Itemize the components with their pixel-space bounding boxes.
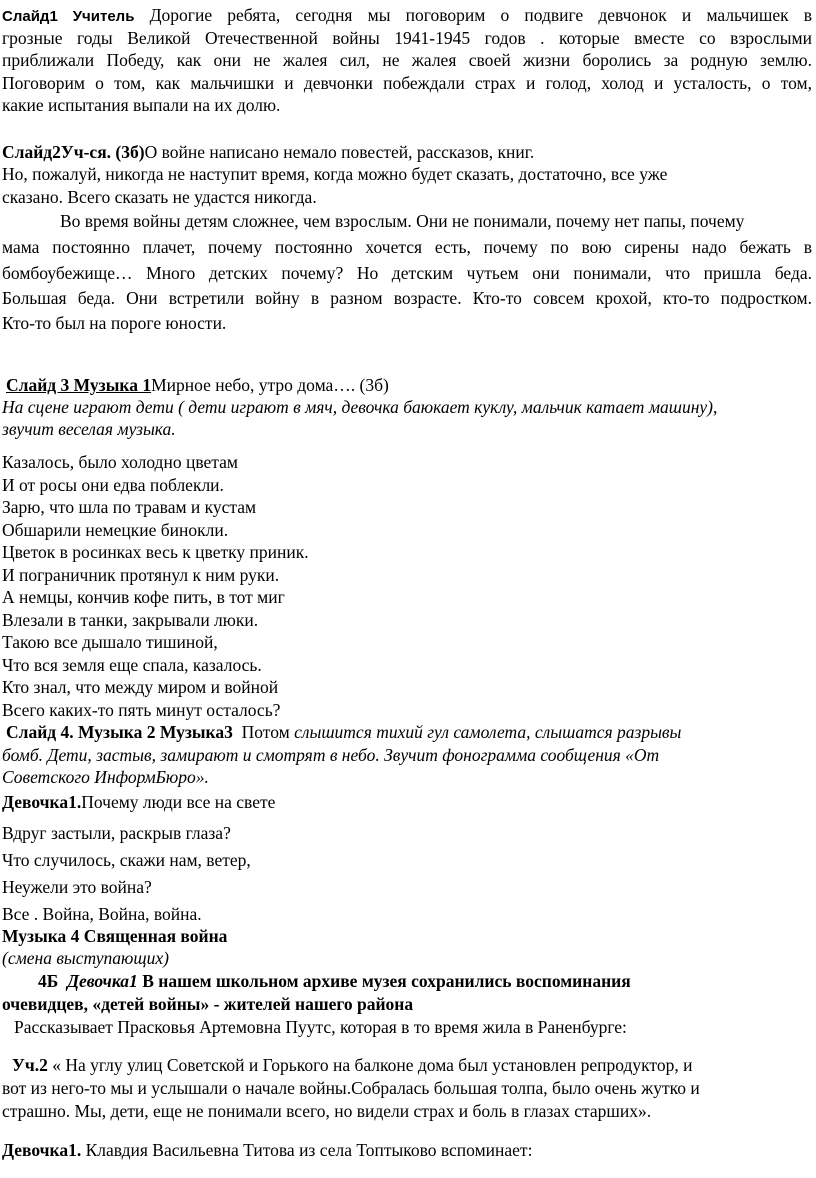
music4-line: Музыка 4 Священная война (2, 926, 228, 946)
poem-line-11: Кто знал, что между миром и войной (2, 677, 279, 697)
slide4b-heading-2: очевидцев, «детей войны» - жителей нашего района (2, 994, 414, 1014)
slide3-label: Слайд 3 Музыка 1 (6, 375, 152, 395)
girl1-last-label: Девочка1. (2, 1140, 82, 1160)
slide4-stage-3: Советского ИнформБюро». (2, 767, 209, 787)
poem-line-8: Влезали в танки, закрывали люки. (2, 610, 259, 630)
intro-text-1: Дорогие ребята, сегодня мы поговорим о подвиге девчонок и мальчишек в (149, 5, 813, 25)
slide2-label: Слайд2Уч-ся. (3б) (2, 142, 145, 162)
girl1-line-5: Все . Война, Война, война. (2, 904, 202, 924)
stud2-line-2: вот из него-то мы и услышали о начале войны.Собралась большая толпа, было очень жутко и (2, 1078, 700, 1098)
intro-speaker: Слайд1 Учитель (2, 8, 135, 25)
intro-line-3: приближали Победу, как они не жалея сил, не жалея своей жизни боролись за родную землю. (2, 50, 812, 70)
poem-line-10: Что вся земля еще спала, казалось. (2, 655, 262, 675)
poem-line-6: И пограничник протянул к ним руки. (2, 565, 280, 585)
slide4b-heading-text: В нашем школьном архиве музея сохранились воспоминания (142, 971, 631, 991)
slide4b-heading-1 (38, 971, 631, 993)
poem-line-5: Цветок в росинках весь к цветку приник. (2, 542, 309, 562)
slide2-para-4: Большая беда. Они встретили войну в разном возрасте. Кто-то совсем крохой, кто-то подростком. (2, 288, 812, 308)
girl1-line-2: Вдруг застыли, раскрыв глаза? (2, 823, 231, 843)
intro-line-4: Поговорим о том, как мальчишки и девчонки побеждали страх и голод, холод и усталость, о том, (2, 73, 812, 93)
stud2-text-1: « На углу улиц Советской и Горького на балконе дома был установлен репродуктор, и (52, 1055, 693, 1075)
slide2-line-3: сказано. Всего сказать не удастся никогда. (2, 187, 317, 207)
slide2-para-5: Кто-то был на пороге юности. (2, 313, 227, 333)
slide2-para-1: Во время войны детям сложнее, чем взрослым. Они не понимали, почему нет папы, почему (60, 211, 745, 231)
intro-line-1 (2, 5, 812, 27)
slide4b-num: 4Б (38, 971, 59, 991)
slide3-stage-1-comma: , (712, 397, 718, 417)
girl1-line-1 (2, 792, 275, 814)
slide3-heading (6, 375, 389, 397)
poem-line-4: Обшарили немецкие бинокли. (2, 520, 229, 540)
stud2-label: Уч.2 (12, 1055, 48, 1075)
girl1-first: Почему люди все на свете (81, 792, 276, 812)
slide3-stage-2: звучит веселая музыка. (2, 419, 176, 439)
slide2-line-2: Но, пожалуй, никогда не наступит время, когда можно будет сказать, достаточно, все уже (2, 164, 668, 184)
intro-line-2: грозные годы Великой Отечественной войны 1941-1945 годов . которые вместе со взрослыми (2, 28, 812, 48)
poem-line-1: Казалось, было холодно цветам (2, 452, 238, 472)
girl1-last-line (2, 1140, 532, 1162)
intro-line-5: какие испытания выпали на их долю. (2, 95, 281, 115)
stud2-line-3: страшно. Мы, дети, еще не понимали всего, но видели страх и боль в глазах старших». (2, 1101, 652, 1121)
poem-line-3: Зарю, что шла по травам и кустам (2, 497, 257, 517)
change-line: (смена выступающих) (2, 948, 169, 968)
poem-line-12: Всего каких-то пять минут осталось? (2, 700, 281, 720)
poem-line-2: И от росы они едва поблекли. (2, 475, 224, 495)
stud2-line-1 (12, 1055, 692, 1077)
slide2-para-3: бомбоубежище… Много детских почему? Но детским чутьем они понимали, что пришла беда. (2, 263, 812, 283)
slide3-title: Мирное небо, утро дома…. (3б) (151, 375, 389, 395)
slide2-first: О войне написано немало повестей, рассказов, книг. (144, 142, 535, 162)
poem-line-7: А немцы, кончив кофе пить, в тот миг (2, 587, 285, 607)
girl1-line-3: Что случилось, скажи нам, ветер, (2, 850, 251, 870)
girl1-line-4: Неужели это война? (2, 877, 152, 897)
slide3-stage-1 (2, 397, 717, 419)
girl1-last-text: Клавдия Васильевна Титова из села Топтыково вспоминает: (85, 1140, 533, 1160)
slide4-label: Слайд 4. Музыка 2 Музыка3 (6, 722, 233, 742)
slide4-stage-1: слышится тихий гул самолета, слышатся разрывы (294, 722, 682, 742)
slide4-heading (6, 722, 681, 744)
slide4-then: Потом (241, 722, 290, 742)
slide3-stage-1-text: На сцене играют дети ( дети играют в мяч, девочка баюкает куклу, мальчик катает машину) (2, 397, 713, 417)
slide4b-girl: Девочка1 (67, 971, 138, 991)
slide2-line-1 (2, 142, 534, 164)
slide4-stage-2: бомб. Дети, застыв, замирают и смотрят в небо. Звучит фонограмма сообщения «От (2, 745, 660, 765)
girl1-label: Девочка1. (2, 792, 82, 812)
slide2-para-2: мама постоянно плачет, почему постоянно хочется есть, почему по вою сирены надо бежать в (2, 237, 812, 257)
slide4b-narrator: Рассказывает Прасковья Артемовна Пуутс, которая в то время жила в Раненбурге: (14, 1017, 627, 1037)
poem-line-9: Такою все дышало тишиной, (2, 632, 218, 652)
